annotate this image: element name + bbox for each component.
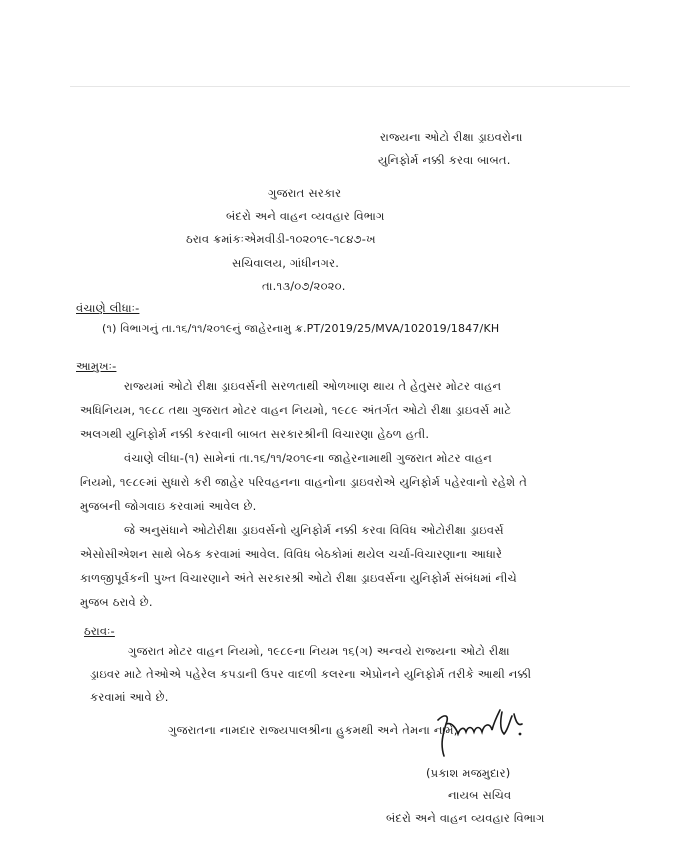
preamble-line: વંચાણે લીધા-(૧) સામેનાં તા.૧૬/૧૧/૨૦૧૯ના જાહેરનામાથી ગુજરાત મોટર વાહન — [124, 451, 492, 465]
preamble-line: જે અનુસંધાને ઓટોરીક્ષા ડ્રાઇવર્સનો યુનિફોર્મ નક્કી કરવા વિવિધ ઓટોરીક્ષા ડ્રાઇવર્સ — [124, 523, 504, 537]
signatory-designation: નાયબ સચિવ — [448, 788, 512, 802]
signatory-name: (પ્રકાશ મજમુદાર) — [426, 766, 511, 780]
preamble-line: એસોસીએશન સાથે બેઠક કરવામાં આવેલ. વિવિધ બેઠકોમાં થયેલ ચર્ચા-વિચારણાના આધારે — [80, 547, 503, 561]
handwritten-signature — [430, 700, 540, 762]
header-department: બંદરો અને વાહન વ્યવહાર વિભાગ — [226, 209, 385, 223]
subject-line-1: રાજ્યના ઓટો રીક્ષા ડ્રાઇવરોના — [380, 130, 523, 144]
header-date: તા.૧૩/૦૭/૨૦૨૦. — [262, 279, 346, 293]
header-office: સચિવાલય, ગાંધીનગર. — [232, 256, 340, 270]
signatory-department: બંદરો અને વાહન વ્યવહાર વિભાગ — [386, 811, 545, 825]
header-resolution-number: ઠરાવ ક્રમાંકઃએમવીડી-૧૦૨૦૧૯-૧૮૪૭-ખ — [186, 232, 376, 246]
subject-line-2: યુનિફોર્મ નક્કી કરવા બાબત. — [378, 153, 511, 167]
preamble-line: મુજબની જોગવાઇ કરવામાં આવેલ છે. — [80, 499, 257, 513]
preamble-line: મુજબ ઠરાવે છે. — [80, 595, 153, 609]
preamble-heading: આમુખઃ- — [76, 359, 117, 373]
preamble-line: નિયમો, ૧૯૮૯માં સુધારો કરી જાહેર પરિવહનના વાહનોના ડ્રાઇવરોએ યુનિફોર્મ પહેરવાનો રહેશે તે — [80, 475, 528, 489]
resolution-heading: ઠરાવઃ- — [84, 624, 115, 638]
read-item: (૧) વિભાગનું તા.૧૬/૧૧/૨૦૧૯નું જાહેરનામુ ક્ર.PT/2019/25/MVA/102019/1847/KH — [102, 322, 500, 335]
preamble-line: અધિનિયમ, ૧૯૮૮ તથા ગુજરાત મોટર વાહન નિયમો, ૧૯૮૯ અંતર્ગત ઓટો રીક્ષા ડ્રાઇવર્સ માટે — [80, 403, 512, 417]
scan-top-rule — [70, 86, 630, 87]
resolution-line: ગુજરાત મોટર વાહન નિયમો, ૧૯૮૯ના નિયમ ૧૬(ગ) અન્વયે રાજ્યના ઓટો રીક્ષા — [128, 644, 510, 658]
resolution-line: કરવામાં આવે છે. — [90, 690, 169, 704]
preamble-line: રાજ્યમાં ઓટો રીક્ષા ડ્રાઇવર્સની સરળતાથી ઓળખાણ થાય તે હેતુસર મોટર વાહન — [124, 379, 502, 393]
order-line: ગુજરાતના નામદાર રાજ્યપાલશ્રીના હુકમથી અને તેમના નામે, — [168, 723, 458, 737]
preamble-line: કાળજીપૂર્વકની પુખ્ત વિચારણાને અંતે સરકારશ્રી ઓટો રીક્ષા ડ્રાઇવર્સના યુનિફોર્મ સંબંધમાં નીચે — [80, 571, 517, 585]
resolution-line: ડ્રાઇવર માટે તેઓએ પહેરેલ કપડાની ઉપર વાદળી કલરના એપ્રોનને યુનિફોર્મ તરીકે આથી નક્કી — [90, 667, 532, 681]
preamble-line: અલગથી યુનિફોર્મ નક્કી કરવાની બાબત સરકારશ્રીની વિચારણા હેઠળ હતી. — [80, 427, 430, 441]
header-govt: ગુજરાત સરકાર — [268, 186, 342, 200]
read-heading: વંચાણે લીધાઃ- — [76, 301, 140, 315]
